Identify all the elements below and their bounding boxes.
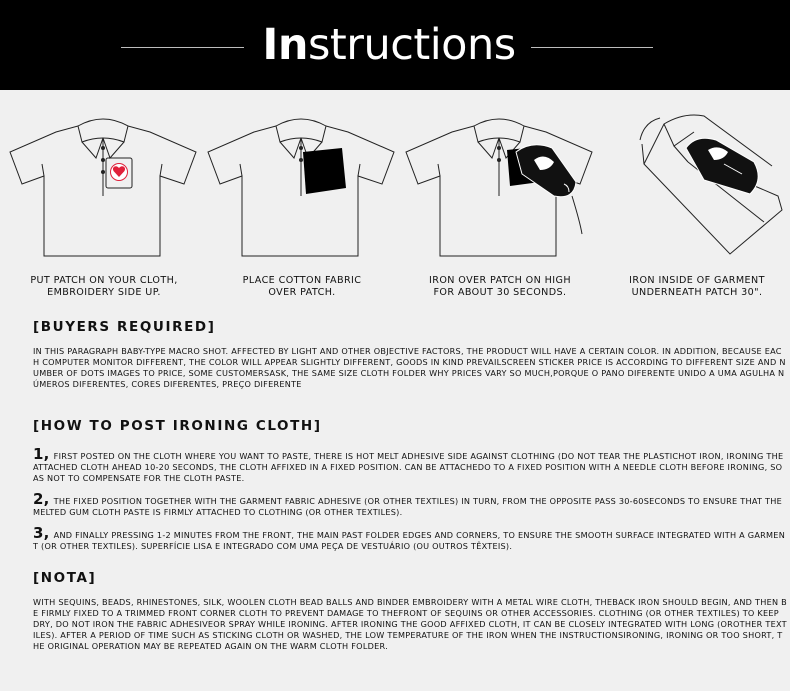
howto-item-number: 1, (33, 445, 50, 463)
howto-item-3 (33, 524, 788, 552)
header-banner (0, 0, 790, 90)
buyers-heading: [BUYERS REQUIRED] (33, 319, 216, 335)
step-3-illustration (404, 104, 596, 264)
shirt-with-iron-icon (404, 104, 596, 264)
howto-item-number: 3, (33, 524, 50, 542)
shirt-with-heart-patch-icon (8, 104, 200, 264)
step-4-illustration (604, 104, 790, 264)
howto-item-text: THE FIXED POSITION TOGETHER WITH THE GARMENT FABRIC ADHESIVE (OR OTHER TEXTILES) IN TURN, FROM THE OPPOSITE PASS 30-60SECONDS TO ENSURE THAT THE MELTED GUM CLOTH PASTE IS FIRMLY ATTACHED TO CLOTHING (OR OTHER TEXTILES). (33, 496, 783, 517)
step-3-caption: IRON OVER PATCH ON HIGH FOR ABOUT 30 SECONDS. (429, 275, 571, 298)
page-title: Instructions (262, 20, 516, 70)
howto-item-1 (33, 445, 788, 484)
header-divider-right (531, 47, 653, 48)
howto-heading: [HOW TO POST IRONING CLOTH] (33, 418, 322, 434)
step-1-caption: PUT PATCH ON YOUR CLOTH, EMBROIDERY SIDE UP. (30, 275, 178, 298)
howto-item-number: 2, (33, 490, 50, 508)
howto-item-2 (33, 490, 788, 518)
buyers-text: IN THIS PARAGRAPH BABY-TYPE MACRO SHOT. AFFECTED BY LIGHT AND OTHER OBJECTIVE FACTORS, THE PRODUCT WILL HAVE A CERTAIN COLOR. IN ADDITION, BECAUSE EACH COMPUTER MONITOR DIFFERENT, THE COLOR WILL APPEAR SLIGHTLY DIFFERENT, GOODS IN KIND PREVAILSCREEN STICKER PRICE IS ACCORDING TO DIFFERENT SIZE AND NUMBER OF DOTS IMAGES TO PRICE, SOME CUSTOMERSASK, THE SAME SIZE CLOTH FOLDER WHY PRICES VARY SO MUCH,PORQUE O PANO DIFERENTE UNIDO A UMA AGULHA NÚMEROS DIFERENTES, CORES DIFERENTES, PREÇO DIFERENTE (33, 346, 786, 389)
step-4-caption: IRON INSIDE OF GARMENT UNDERNEATH PATCH 30". (629, 275, 765, 298)
nota-text: WITH SEQUINS, BEADS, RHINESTONES, SILK, WOOLEN CLOTH BEAD BALLS AND BINDER EMBROIDERY WITH A METAL WIRE CLOTH, THEBACK IRON SHOULD BEGIN, AND THEN BE FIRMLY FIXED TO A TRIMMED FRONT CORNER CLOTH TO PREVENT DAMAGE TO THEFRONT OF SEQUINS OR OTHER ACCESSORIES. CLOTHING (OR OTHER TEXTILES) TO KEEP DRY, DO NOT IRON THE FABRIC ADHESIVEOR SPRAY WHILE IRONING. AFTER IRONING THE GOOD AFFIXED CLOTH, IT CAN BE CLOSELY INTEGRATED WITH LONG (OROTHER TEXTILES). AFTER A PERIOD OF TIME SUCH AS STICKING CLOTH OR WASHED, THE LOW TEMPERATURE OF THE IRON WHEN THE INSTRUCTIONSIRONING, IRONING OR TOO SHORT, THE ORIGINAL OPERATION MAY BE REPEATED AGAIN ON THE WARM CLOTH FOLDER. (33, 597, 787, 651)
nota-heading: [NOTA] (33, 570, 97, 586)
step-1-illustration (8, 104, 200, 264)
iron-inside-garment-icon (604, 104, 790, 264)
header-divider-left (121, 47, 244, 48)
howto-item-text: AND FINALLY PRESSING 1-2 MINUTES FROM THE FRONT, THE MAIN PAST FOLDER EDGES AND CORNERS, TO ENSURE THE SMOOTH SURFACE INTEGRATED WITH A GARMENT (OR OTHER TEXTILES). SUPERFÍCIE LISA E INTEGRADO COM UMA PEÇA DE VESTUÁRIO (OU OUTROS TÊXTEIS). (33, 530, 786, 551)
step-2-illustration (206, 104, 398, 264)
step-2-caption: PLACE COTTON FABRIC OVER PATCH. (242, 275, 362, 298)
howto-item-text: FIRST POSTED ON THE CLOTH WHERE YOU WANT TO PASTE, THERE IS HOT MELT ADHESIVE SIDE AGAINST CLOTHING (DO NOT TEAR THE PLASTICHOT IRON, IRONING THE ATTACHED CLOTH AHEAD 10-20 SECONDS, THE CLOTH AFFIXED IN A FIXED POSITION. CAN BE ATTACHEDO TO A FIXED POSITION WITH A NEEDLE CLOTH BEFORE IRONING, SO AS NOT TO COMPENSATE FOR THE CLOTH PASTE. (33, 451, 784, 483)
shirt-with-fabric-icon (206, 104, 398, 264)
